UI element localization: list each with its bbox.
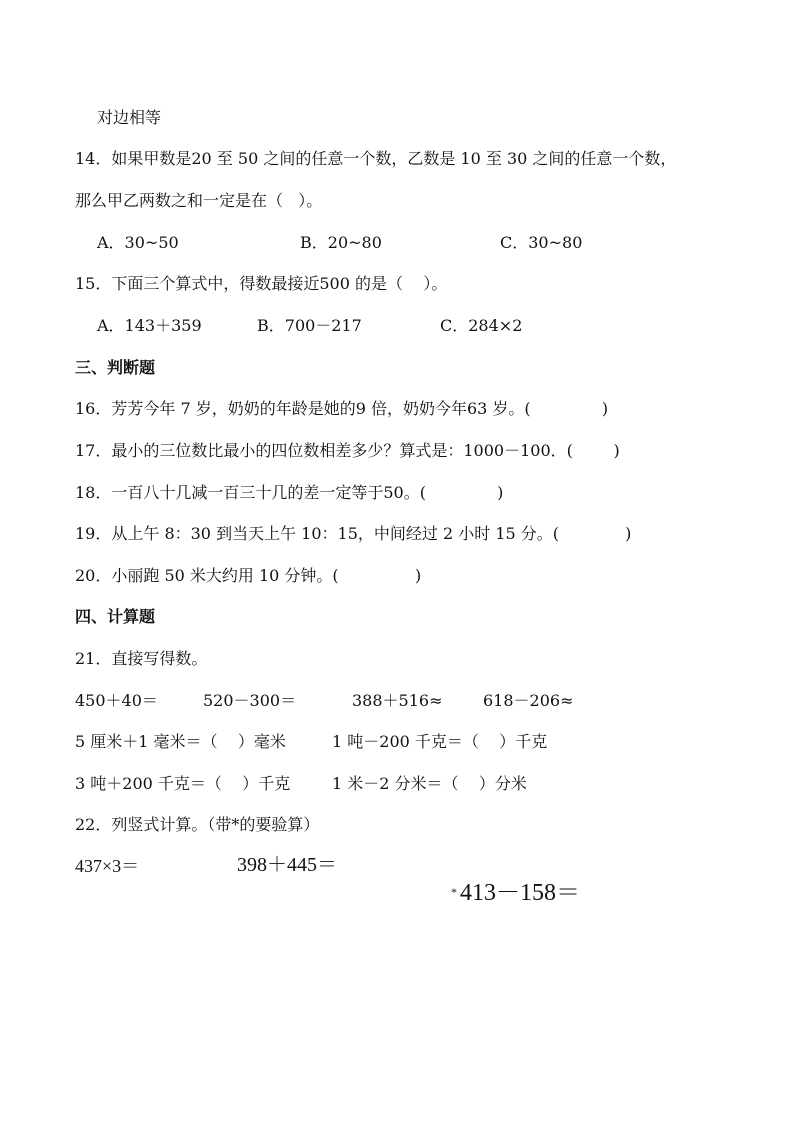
question-14-line-2: 那么甲乙两数之和一定是在（ ）。 (75, 191, 323, 210)
text-line-continuation: 对边相等 (97, 108, 162, 127)
vertical-calc-3 (427, 851, 580, 938)
vertical-calc-3-expression: 413－158＝ (460, 880, 580, 906)
unit-conversion-4: 1 米－2 分米＝（ ）分米 (332, 774, 527, 793)
question-14-option-b: B．20~80 (300, 233, 382, 252)
question-21: 21．直接写得数。 (75, 649, 208, 668)
question-14-option-a: A．30~50 (97, 233, 179, 252)
vertical-calc-2: 398＋445＝ (237, 854, 337, 876)
question-15-option-a: A．143＋359 (97, 316, 202, 335)
calc-item-4: 618－206≈ (483, 691, 574, 710)
vertical-calc-1: 437×3＝ (75, 856, 140, 876)
unit-conversion-2: 1 吨－200 千克＝（ ）千克 (332, 732, 548, 751)
calc-item-3: 388＋516≈ (352, 691, 443, 710)
question-14-line-1: 14．如果甲数是20 至 50 之间的任意一个数，乙数是 10 至 30 之间的任意一个数， (75, 149, 677, 168)
question-20: 20．小丽跑 50 米大约用 10 分钟。( ) (75, 566, 422, 585)
question-14-option-c: C．30~80 (500, 233, 583, 252)
question-22: 22．列竖式计算。（带*的要验算） (75, 815, 320, 834)
question-19: 19．从上午 8：30 到当天上午 10：15，中间经过 2 小时 15 分。( ) (75, 524, 632, 543)
section-heading-calculation: 四、计算题 (75, 607, 156, 626)
question-17: 17．最小的三位数比最小的四位数相差多少？算式是：1000－100．( ) (75, 441, 620, 460)
question-16: 16．芳芳今年 7 岁，奶奶的年龄是她的9 倍，奶奶今年63 岁。( ) (75, 399, 609, 418)
unit-conversion-1: 5 厘米＋1 毫米＝（ ）毫米 (75, 732, 286, 751)
calc-item-1: 450＋40＝ (75, 691, 158, 710)
unit-conversion-3: 3 吨＋200 千克＝（ ）千克 (75, 774, 291, 793)
calc-item-2: 520－300＝ (203, 691, 297, 710)
question-18: 18．一百八十几减一百三十几的差一定等于50。( ) (75, 483, 504, 502)
section-heading-judgement: 三、判断题 (75, 358, 156, 377)
question-15-option-b: B．700－217 (257, 316, 362, 335)
question-15: 15．下面三个算式中，得数最接近500 的是（ ）。 (75, 274, 448, 293)
question-15-option-c: C．284×2 (440, 316, 523, 335)
verification-star-mark: * (451, 885, 457, 899)
